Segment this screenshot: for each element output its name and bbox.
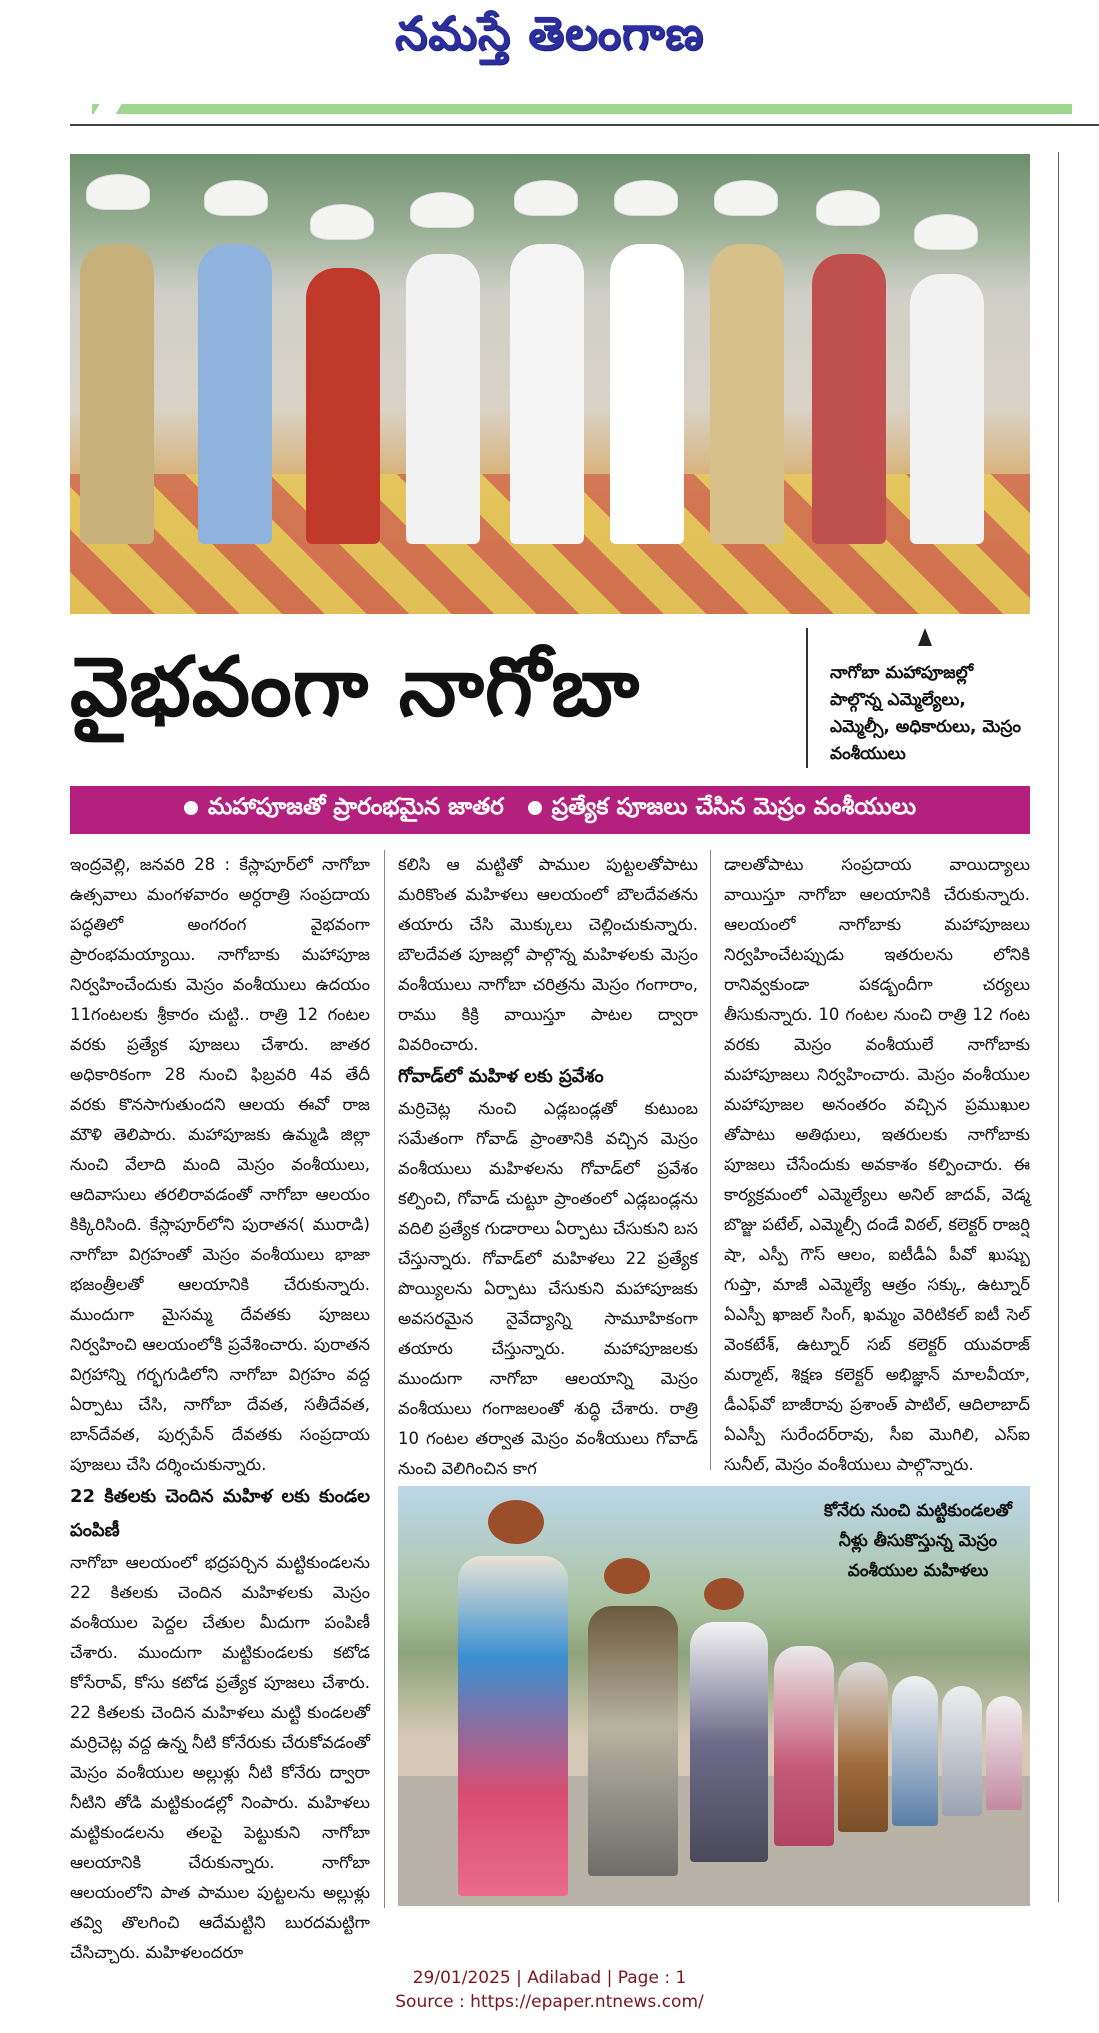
photo-figure	[198, 244, 272, 544]
photo-woman	[838, 1662, 888, 1832]
photo-woman	[588, 1606, 678, 1876]
photo-woman	[458, 1556, 568, 1896]
right-column-rule	[1058, 152, 1059, 1902]
photo-figure	[812, 254, 886, 544]
bullet-icon	[528, 801, 542, 815]
photo-figure-turban	[514, 180, 578, 216]
masthead	[0, 0, 1099, 80]
column-2-subhead-text: గోవాడ్‌లో మహిళ లకు ప్రవేశం	[398, 1066, 604, 1087]
subhead-item	[184, 794, 504, 826]
subhead-item	[528, 794, 916, 826]
photo-figure-turban	[310, 204, 374, 240]
pot-icon	[604, 1558, 650, 1594]
lead-photo	[70, 154, 1030, 614]
pot-icon	[704, 1578, 744, 1610]
photo-figure	[80, 244, 154, 544]
procession-photo-caption: కోనేరు నుంచి మట్టికుండలతో నీళ్లు తీసుకొస్తున్న మెస్రం వంశీయుల మహిళలు	[823, 1501, 1013, 1581]
photo-figure-turban	[410, 192, 474, 228]
column-1-subhead: 22 కితలకు చెందిన మహిళ లకు కుండల పంపిణీ	[70, 1486, 370, 1541]
column-1b-text: నాగోబా ఆలయంలో భద్రపర్చిన మట్టికుండలను 22 కితలకు చెందిన మహిళలకు మెస్రం వంశీయుల పెద్దల చేతుల మీదుగా పంపిణీ చేశారు. ముందుగా మట్టికుండలకు కటోడ కోసేరావ్, కోసు కటోడ ప్రత్యేక పూజలు చేశారు. 22 కితలకు చెందిన మహిళలు మట్టి కుండలతో మర్రిచెట్ల వద్ద ఉన్న నీటి కోనేరుకు చేరుకోవడంతో మెస్రం వంశీయుల అల్లుళ్లు నీటి కోనేరు ద్వారా నీటిని తోడి మట్టికుండల్లో నింపారు. మహిళలు మట్టికుండలను తలపై పెట్టుకుని నాగోబా ఆలయానికి చేరుకున్నారు. నాగోబా ఆలయంలోని పాత పాముల పుట్టలను అల్లుళ్లు తవ్వి తొలగించి ఆదేమట్టిని బురదమట్టిగా చేసిచ్చారు. మహిళలందరూ	[70, 1553, 370, 1962]
photo-woman	[892, 1676, 938, 1826]
column-1-text: ఇంద్రవెల్లి, జనవరి 28 : కేస్లాపూర్‌లో నాగోబా ఉత్సవాలు మంగళవారం అర్ధరాత్రి సంప్రదాయ పద్ధతిలో అంగరంగ వైభవంగా ప్రారంభమయ్యాయి. నాగోబాకు మహాపూజ నిర్వహించేందుకు మెస్రం వంశీయులు ఉదయం 11గంటలకు శ్రీకారం చుట్టి.. రాత్రి 12 గంటల వరకు ప్రత్యేక పూజలు చేశారు. జాతర అధికారికంగా 28 నుంచి ఫిబ్రవరి 4వ తేదీ వరకు కొనసాగుతుందని ఆలయ ఈవో రాజ మౌళి తెలిపారు. మహాపూజకు ఉమ్మడి జిల్లా నుంచి వేలాది మంది మెస్రం వంశీయులు, ఆదివాసులు తరలిరావడంతో నాగోబా ఆలయం కిక్కిరిసింది. కేస్లాపూర్‌లోని పురాతన( మురాడి) నాగోబా విగ్రహంతో మెస్రం వంశీయులు భాజా భజంత్రీలతో ఆలయానికి చేరుకున్నారు. ముందుగా మైసమ్మ దేవతకు పూజలు నిర్వహించి ఆలయంలోకి ప్రవేశించారు. పురాతన విగ్రహాన్ని గర్భగుడిలోని నాగోబా విగ్రహం వద్ద ఏర్పాటు చేసి, నాగోబా దేవత, సతీదేవత, బాన్‌దేవత, పుర్సపేన్ దేవతకు సంప్రదాయ పూజలు చేసి దర్శించుకున్నారు.	[70, 855, 370, 1474]
story-headline: వైభవంగా నాగోబా	[70, 640, 641, 735]
photo-figure	[610, 244, 684, 544]
column-3	[724, 850, 1030, 1480]
photo-figure	[710, 244, 784, 544]
caption-rule	[806, 628, 808, 768]
column-rule	[710, 850, 711, 1470]
header-green-bar	[92, 104, 1072, 114]
photo-figure-turban	[614, 180, 678, 216]
bullet-icon	[184, 801, 198, 815]
footer-source-line: Source : https://epaper.ntnews.com/	[395, 1992, 704, 2012]
photo-woman	[774, 1646, 834, 1846]
caption-arrow-icon	[918, 628, 932, 646]
column-2b-text: మర్రిచెట్ల నుంచి ఎడ్లబండ్లతో కుటుంబ సమేతంగా గోవాడ్ ప్రాంతానికి వచ్చిన మెస్రం వంశీయులు మహిళలను గోవాడ్‌లో ప్రవేశం కల్పించి, గోవాడ్ చుట్టూ ప్రాంతంలో ఎడ్లబండ్లను వదిలి ప్రత్యేక గుడారాలు ఏర్పాటు చేసుకుని బస చేస్తున్నారు. గోవాడ్‌లో మహిళలు 22 ప్రత్యేక పొయ్యిలను ఏర్పాటు చేసుకుని మహాపూజకు అవసరమైన నైవేద్యాన్ని సామూహికంగా తయారు చేస్తున్నారు. మహాపూజలకు ముందుగా నాగోబా ఆలయాన్ని మెస్రం వంశీయులు గంగాజలంతో శుద్ధి చేశారు. రాత్రి 10 గంటల తర్వాత మెస్రం వంశీయులు గోవాడ్ నుంచి వెలిగించిన కాగ	[398, 1099, 698, 1478]
photo-woman	[942, 1686, 982, 1816]
subhead-text: ప్రత్యేక పూజలు చేసిన మెస్రం వంశీయులు	[551, 794, 917, 820]
page-footer	[0, 1966, 1099, 2014]
column-2a-text: కలిసి ఆ మట్టితో పాముల పుట్టలతోపాటు మరికొంత మహిళలు ఆలయంలో బౌలదేవతను తయారు చేసి మొక్కులు చెల్లించుకున్నారు. బౌలదేవత పూజల్లో పాల్గొన్న మహిళలకు మెస్రం వంశీయులు నాగోబా చరిత్రను మెస్రం గంగారాం, రాము కిక్రి వాయిస్తూ పాటల ద్వారా వివరించారు.	[398, 855, 698, 1054]
photo-figure-turban	[204, 180, 268, 216]
photo-figure-turban	[714, 180, 778, 216]
photo-figure-turban	[914, 214, 978, 250]
photo-woman	[986, 1696, 1022, 1810]
photo-figure	[510, 244, 584, 544]
photo-figure	[406, 254, 480, 544]
column-3-text: డాలతోపాటు సంప్రదాయ వాయిద్యాలు వాయిస్తూ నాగోబా ఆలయానికి చేరుకున్నారు. ఆలయంలో నాగోబాకు మహాపూజలు నిర్వహించేటప్పుడు ఇతరులను లోనికి రానివ్వకుండా పకడ్బందీగా చర్యలు తీసుకున్నారు. 10 గంటల నుంచి రాత్రి 12 గంట వరకు మెస్రం వంశీయులే నాగోబాకు మహాపూజలు నిర్వహించారు. మెస్రం వంశీయుల మహాపూజల అనంతరం వచ్చిన ప్రముఖుల తోపాటు అతిథులు, ఇతరులకు నాగోబాకు పూజలు చేసేందుకు అవకాశం కల్పించారు. ఈ కార్యక్రమంలో ఎమ్మెల్యేలు అనిల్ జాదవ్, వెడ్మ బొజ్జు పటేల్, ఎమ్మెల్సీ దండే విఠల్, కలెక్టర్ రాజర్షి షా, ఎస్పీ గౌస్ ఆలం, ఐటీడీఏ పీవో ఖుష్బు గుప్తా, మాజీ ఎమ్మెల్యే ఆత్రం సక్కు, ఉట్నూర్ ఏఎస్పీ ఖాజల్ సింగ్, ఖమ్మం వెరిటికల్ ఐటీ సెల్ వెంకటేశ్, ఉట్నూర్ సబ్ కలెక్టర్ యువరాజ్ మర్మాట్, శిక్షణ కలెక్టర్ అభిజ్ఞాన్ మాలవీయా, డీఎఫ్‌వో బాజీరావు ప్రశాంత్ పాటిల్, ఆదిలాబాద్ ఏఎస్పీ సురేందర్‌రావు, సీఐ మొగిలి, ఎస్ఐ సునీల్, మెస్రం వంశీయులు పాల్గొన్నారు.	[724, 855, 1030, 1474]
column-rule	[384, 850, 385, 1908]
column-1	[70, 850, 370, 1968]
photo-figure-turban	[86, 174, 150, 210]
column-2	[398, 850, 698, 1484]
photo-figure-turban	[816, 190, 880, 226]
photo-woman	[690, 1622, 768, 1862]
column-2-subhead	[398, 1060, 698, 1094]
footer-date-line: 29/01/2025 | Adilabad | Page : 1	[412, 1968, 687, 1988]
masthead-logo: నమస్తే తెలంగాణ	[394, 6, 705, 60]
header-bar-notch	[84, 104, 121, 130]
subhead-bar	[70, 786, 1030, 834]
pot-icon	[488, 1500, 544, 1544]
subhead-text: మహాపూజతో ప్రారంభమైన జాతర	[207, 794, 504, 820]
photo-figure	[306, 268, 380, 544]
lead-photo-caption: నాగోబా మహాపూజల్లో పాల్గొన్న ఎమ్మెల్యేలు, ఎమ్మెల్సీ, అధికారులు, మెస్రం వంశీయులు	[830, 663, 1021, 764]
header-rule	[70, 124, 1099, 126]
photo-figure	[910, 274, 984, 544]
